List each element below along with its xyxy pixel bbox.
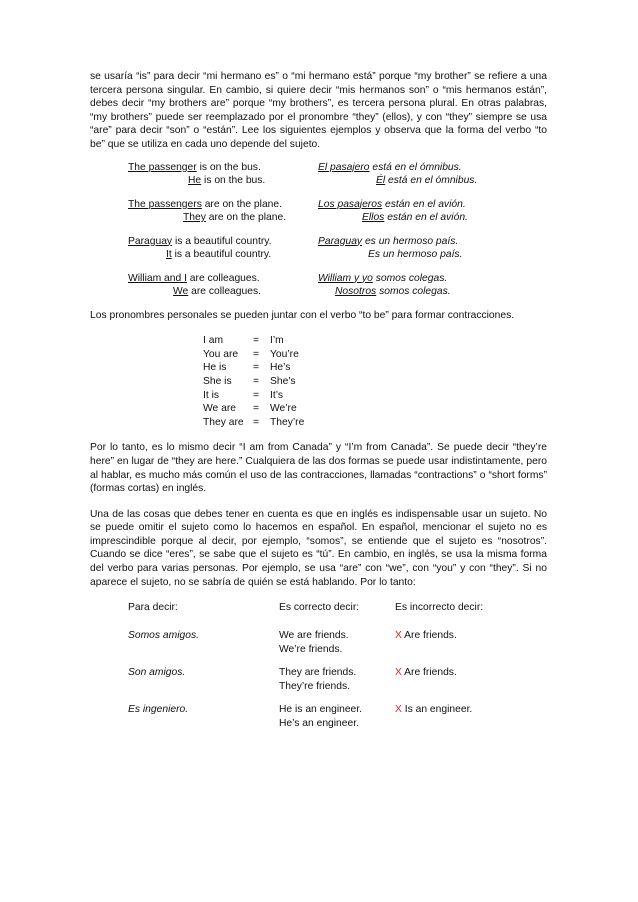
short-form: He’s [270, 362, 291, 374]
spanish-sentence: Los pasajeros están en el avión. [318, 198, 466, 210]
english-sentence: Paraguay is a beautiful country. [128, 235, 272, 247]
english-sentence: William and I are colleagues. [128, 272, 260, 284]
contraction-row [203, 334, 304, 348]
comparison-block [128, 601, 547, 733]
example-pair [128, 161, 528, 188]
full-form: I am [203, 335, 224, 347]
header-incorrecto: Es incorrecto decir: [395, 602, 484, 614]
example-pair [128, 235, 528, 262]
incorrect-form: X Is an engineer. [395, 704, 473, 716]
equals-sign: = [253, 335, 260, 347]
spanish-sentence: Paraguay es un hermoso país. [318, 235, 459, 247]
contractions-intro: Los pronombres personales se pueden juntar con el verbo “to be” para formar contracciones. [90, 309, 515, 321]
contraction-row [203, 375, 304, 389]
example-pair [128, 198, 528, 225]
incorrect-form: X Are friends. [395, 667, 457, 679]
full-form: She is [203, 375, 232, 387]
spanish-pronoun-sentence: Es un hermoso país. [368, 249, 463, 261]
incorrect-form: X Are friends. [395, 630, 457, 642]
short-form: She’s [270, 375, 296, 387]
correct-forms: They are friends. They’re friends. [279, 667, 357, 692]
paragraph-subject-rule: Una de las cosas que debes tener en cuenta es que en inglés es indispensable usar un sujeto. No se puede omitir el sujeto como lo hacemos en español. En español, mencionar el sujeto no es imprescindible porque al decir, por ejemplo, “somos”, se entiende que el sujeto es “nosotros”. Cuando se dice “eres”, se sabe que el sujeto es “tú”. En cambio, en inglés, se usa la misma forma del verbo para varias personas. Por ejemplo, se usa “are” con “we”, con “you” y con “they”. Si no aparece el sujeto, no se sabría de quién se está hablando. Por lo tanto: [90, 508, 547, 588]
full-form: You are [203, 348, 239, 360]
english-sentence: The passengers are on the plane. [128, 198, 282, 210]
example-pair [128, 272, 528, 299]
equals-sign: = [253, 403, 260, 415]
full-form: We are [203, 403, 237, 415]
x-mark-icon: X [395, 704, 402, 716]
contraction-row [203, 416, 304, 430]
short-form: It’s [270, 389, 283, 401]
comparison-row [128, 666, 547, 703]
contraction-row [203, 402, 304, 416]
contraction-row [203, 348, 304, 362]
short-form: You’re [270, 348, 299, 360]
spanish-phrase: Somos amigos. [128, 630, 199, 642]
spanish-sentence: William y yo somos colegas. [318, 272, 448, 284]
spanish-pronoun-sentence: Ellos están en el avión. [362, 212, 468, 224]
correct-forms: He is an engineer. He’s an engineer. [279, 704, 363, 729]
contraction-row [203, 389, 304, 403]
equals-sign: = [253, 362, 260, 374]
spanish-phrase: Es ingeniero. [128, 704, 189, 716]
x-mark-icon: X [395, 630, 402, 642]
comparison-row [128, 703, 547, 733]
full-form: He is [203, 362, 227, 374]
intro-paragraph: se usaría “is” para decir “mi hermano es” o “mi hermano está” porque “my brother” se refiere a una tercera persona singular. En cambio, si quiere decir “mis hermanos son” o “mis hermanos están”, debes decir “my brothers are” porque “my brothers”, es tercera persona plural. En otras palabras, “my brothers” puede ser reemplazado por el pronombre “they” (ellos), y con “they” siempre se usa “are” para decir “son” o “están”. Lee los siguientes ejemplos y observa que la forma del verbo “to be” que se utiliza en cada uno depende del sujeto. [90, 71, 547, 150]
english-sentence: The passenger is on the bus. [128, 161, 261, 173]
short-form: They’re [270, 416, 305, 428]
short-form: I’m [270, 335, 284, 347]
equals-sign: = [253, 416, 260, 428]
spanish-pronoun-sentence: Él está en el ómnibus. [376, 175, 478, 187]
document-page [90, 70, 547, 733]
full-form: They are [203, 416, 244, 428]
english-pronoun-sentence: It is a beautiful country. [166, 249, 272, 261]
contractions-table [203, 334, 304, 429]
spanish-pronoun-sentence: Nosotros somos colegas. [335, 286, 451, 298]
header-para-decir: Para decir: [128, 602, 178, 614]
spanish-phrase: Son amigos. [128, 667, 186, 679]
english-pronoun-sentence: He is on the bus. [188, 175, 266, 187]
comparison-header [128, 601, 547, 629]
equals-sign: = [253, 375, 260, 387]
comparison-row [128, 629, 547, 666]
full-form: It is [203, 389, 220, 401]
equals-sign: = [253, 348, 260, 360]
english-pronoun-sentence: They are on the plane. [183, 212, 287, 224]
english-pronoun-sentence: We are colleagues. [173, 286, 261, 298]
header-correcto: Es correcto decir: [279, 602, 360, 614]
examples-block [128, 161, 528, 299]
paragraph-contractions-usage: Por lo tanto, es lo mismo decir “I am from Canada” y “I’m from Canada”. Se puede decir “they’re here” en lugar de “they are here.” Cualquiera de las dos formas se puede usar indistintamente, pero al hablar, es mucho más común el uso de las contracciones, llamadas “contractions” o “short forms” (formas cortas) en inglés. [90, 442, 547, 495]
contraction-row [203, 361, 304, 375]
x-mark-icon: X [395, 667, 402, 679]
spanish-sentence: El pasajero está en el ómnibus. [318, 161, 462, 173]
equals-sign: = [253, 389, 260, 401]
correct-forms: We are friends. We’re friends. [279, 630, 349, 655]
short-form: We’re [270, 403, 297, 415]
